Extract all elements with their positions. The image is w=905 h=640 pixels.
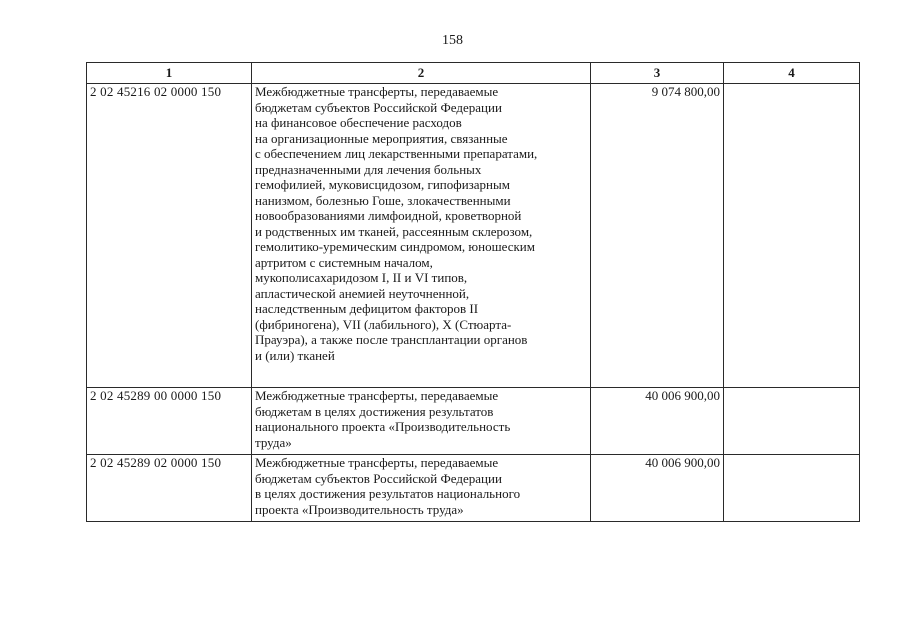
- description-line: Межбюджетные трансферты, передаваемые: [255, 84, 499, 99]
- amount-cell: 40 006 900,00: [591, 388, 724, 455]
- header-column-3: 3: [591, 63, 724, 84]
- budget-code-cell: 2 02 45216 02 0000 150: [87, 84, 252, 388]
- description-line: и родственных им тканей, рассеянным склерозом,: [255, 223, 533, 239]
- column-4-cell: [724, 84, 860, 388]
- description-line: предназначенными для лечения больных: [255, 161, 482, 177]
- description-line: труда»: [255, 434, 292, 450]
- description-line: апластической анемией неуточненной,: [255, 285, 470, 301]
- description-line: в целях достижения результатов национального: [255, 486, 521, 501]
- description-line: на финансовое обеспечение расходов: [255, 115, 462, 130]
- description-line: мукополисахаридозом I, II и VI типов,: [255, 270, 468, 285]
- description-line: с обеспечением лиц лекарственными препаратами,: [255, 146, 538, 161]
- budget-code-cell: 2 02 45289 00 0000 150: [87, 388, 252, 455]
- column-4-cell: [724, 455, 860, 522]
- description-line: бюджетам субъектов Российской Федерации: [255, 470, 502, 486]
- table-row: [87, 388, 860, 455]
- description-line: новообразованиями лимфоидной, кроветворной: [255, 208, 522, 223]
- description-line: бюджетам в целях достижения результатов: [255, 403, 494, 419]
- description-line: проекта «Производительность труда»: [255, 501, 464, 517]
- page-number: 158: [442, 33, 463, 48]
- header-column-2: 2: [252, 63, 591, 84]
- budget-code-cell: 2 02 45289 02 0000 150: [87, 455, 252, 522]
- amount-cell: 40 006 900,00: [591, 455, 724, 522]
- description-line: бюджетам субъектов Российской Федерации: [255, 99, 502, 115]
- description-line: нанизмом, болезнью Гоше, злокачественными: [255, 192, 511, 208]
- header-column-4: 4: [724, 63, 860, 84]
- column-4-cell: [724, 388, 860, 455]
- amount-cell: 9 074 800,00: [591, 84, 724, 388]
- description-line: артритом с системным началом,: [255, 254, 433, 270]
- description-line: Межбюджетные трансферты, передаваемые: [255, 388, 499, 403]
- description-line: и (или) тканей: [255, 347, 335, 363]
- description-line: наследственным дефицитом факторов II: [255, 301, 479, 316]
- description-line: гемофилией, муковисцидозом, гипофизарным: [255, 177, 510, 192]
- table-header-row: [87, 63, 860, 84]
- description-line: Прауэра), а также после трансплантации органов: [255, 332, 528, 347]
- description-cell: [252, 84, 591, 388]
- description-cell: [252, 455, 591, 522]
- table-row: [87, 84, 860, 388]
- header-column-1: 1: [87, 63, 252, 84]
- description-line: на организационные мероприятия, связанные: [255, 130, 508, 146]
- description-cell: [252, 388, 591, 455]
- description-line: гемолитико-уремическим синдромом, юношеским: [255, 239, 535, 254]
- description-line: Межбюджетные трансферты, передаваемые: [255, 455, 499, 470]
- description-line: (фибриногена), VII (лабильного), X (Стюарта-: [255, 316, 512, 332]
- table-row: [87, 455, 860, 522]
- budget-table: [86, 62, 860, 522]
- description-line: национального проекта «Производительность: [255, 419, 511, 434]
